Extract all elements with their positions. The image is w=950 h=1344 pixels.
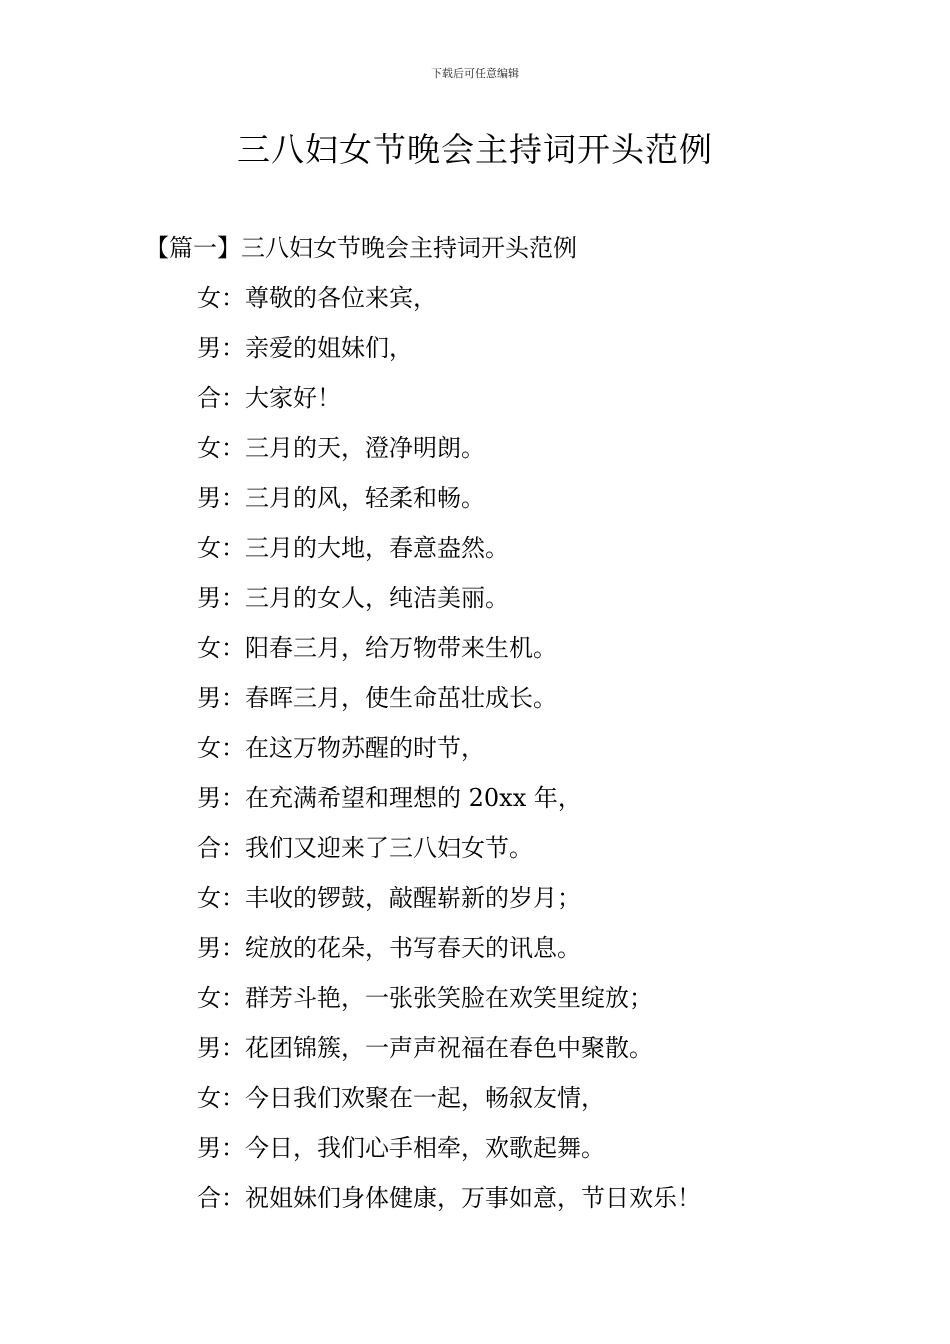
dialogue-text: 三月的天，澄净明朗。	[245, 434, 485, 462]
dialogue-text: 祝姐妹们身体健康，万事如意，节日欢乐！	[245, 1184, 701, 1212]
dialogue-line	[145, 528, 885, 578]
dialogue-line	[145, 328, 885, 378]
speaker-label: 女	[197, 284, 221, 312]
speaker-label: 女	[197, 1084, 221, 1112]
dialogue-text: 春晖三月，使生命茁壮成长。	[245, 684, 557, 712]
dialogue-text: 群芳斗艳，一张张笑脸在欢笑里绽放；	[245, 984, 653, 1012]
dialogue-line	[145, 1178, 885, 1228]
speaker-separator: ：	[221, 434, 245, 462]
speaker-separator: ：	[221, 1034, 245, 1062]
speaker-label: 女	[197, 634, 221, 662]
dialogue-line	[145, 978, 885, 1028]
dialogue-line	[145, 828, 885, 878]
speaker-separator: ：	[221, 934, 245, 962]
section-bracket-label: 【篇一】	[145, 234, 241, 262]
dialogue-text: 绽放的花朵，书写春天的讯息。	[245, 934, 581, 962]
speaker-separator: ：	[221, 1184, 245, 1212]
dialogue-text: 尊敬的各位来宾，	[245, 284, 437, 312]
dialogue-line	[145, 278, 885, 328]
dialogue-line	[145, 478, 885, 528]
speaker-separator: ：	[221, 634, 245, 662]
dialogue-text: 大家好！	[245, 384, 341, 412]
dialogue-line	[145, 428, 885, 478]
speaker-separator: ：	[221, 834, 245, 862]
speaker-separator: ：	[221, 534, 245, 562]
section-heading-text: 三八妇女节晚会主持词开头范例	[241, 234, 577, 262]
speaker-label: 男	[197, 934, 221, 962]
speaker-separator: ：	[221, 1134, 245, 1162]
dialogue-text: 丰收的锣鼓，敲醒崭新的岁月；	[245, 884, 581, 912]
speaker-label: 女	[197, 884, 221, 912]
speaker-label: 合	[197, 834, 221, 862]
speaker-separator: ：	[221, 384, 245, 412]
section-one	[145, 228, 885, 1228]
dialogue-text: 我们又迎来了三八妇女节。	[245, 834, 533, 862]
dialogue-line	[145, 1078, 885, 1128]
dialogue-text: 在充满希望和理想的 20xx 年，	[245, 784, 582, 812]
header-note: 下载后可任意编辑	[431, 67, 519, 80]
dialogue-text: 三月的风，轻柔和畅。	[245, 484, 485, 512]
dialogue-text: 花团锦簇，一声声祝福在春色中聚散。	[245, 1034, 653, 1062]
dialogue-line	[145, 878, 885, 928]
speaker-separator: ：	[221, 784, 245, 812]
speaker-label: 男	[197, 484, 221, 512]
dialogue-line	[145, 628, 885, 678]
dialogue-text: 在这万物苏醒的时节，	[245, 734, 485, 762]
dialogue-text: 三月的女人，纯洁美丽。	[245, 584, 509, 612]
speaker-label: 合	[197, 384, 221, 412]
speaker-separator: ：	[221, 684, 245, 712]
dialogue-text: 今日我们欢聚在一起，畅叙友情，	[245, 1084, 605, 1112]
speaker-label: 女	[197, 434, 221, 462]
speaker-label: 男	[197, 334, 221, 362]
speaker-separator: ：	[221, 334, 245, 362]
dialogue-text: 亲爱的姐妹们，	[245, 334, 413, 362]
speaker-separator: ：	[221, 984, 245, 1012]
speaker-separator: ：	[221, 734, 245, 762]
dialogue-line	[145, 928, 885, 978]
speaker-separator: ：	[221, 284, 245, 312]
dialogue-line	[145, 378, 885, 428]
speaker-label: 男	[197, 584, 221, 612]
speaker-separator: ：	[221, 1084, 245, 1112]
speaker-label: 女	[197, 534, 221, 562]
speaker-label: 男	[197, 784, 221, 812]
speaker-label: 女	[197, 734, 221, 762]
dialogue-line	[145, 1128, 885, 1178]
dialogue-line	[145, 728, 885, 778]
dialogue-line	[145, 678, 885, 728]
dialogue-line	[145, 778, 885, 828]
dialogue-text: 三月的大地，春意盎然。	[245, 534, 509, 562]
dialogue-list	[145, 278, 885, 1228]
section-heading	[145, 228, 885, 268]
speaker-label: 男	[197, 684, 221, 712]
document-title: 三八妇女节晚会主持词开头范例	[237, 130, 713, 169]
dialogue-line	[145, 578, 885, 628]
speaker-label: 合	[197, 1184, 221, 1212]
speaker-label: 男	[197, 1034, 221, 1062]
speaker-label: 女	[197, 984, 221, 1012]
dialogue-text: 今日，我们心手相牵，欢歌起舞。	[245, 1134, 605, 1162]
speaker-separator: ：	[221, 584, 245, 612]
dialogue-line	[145, 1028, 885, 1078]
speaker-label: 男	[197, 1134, 221, 1162]
speaker-separator: ：	[221, 484, 245, 512]
speaker-separator: ：	[221, 884, 245, 912]
dialogue-text: 阳春三月，给万物带来生机。	[245, 634, 557, 662]
